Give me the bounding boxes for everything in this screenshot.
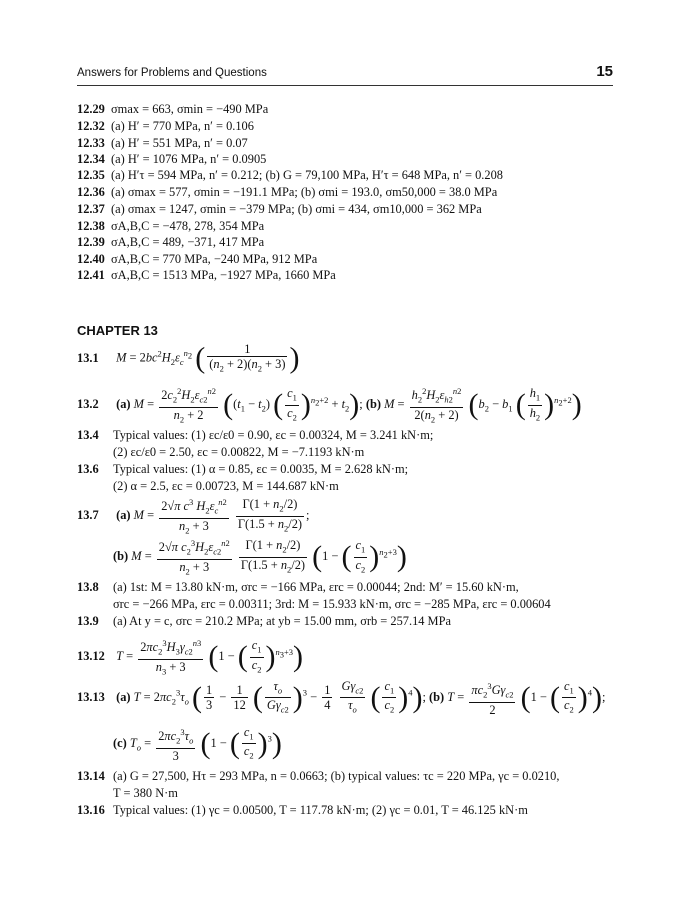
chapter-heading: CHAPTER 13: [77, 323, 158, 338]
answer-12-38: 12.38 σA,B,C = −478, 278, 354 MPa: [77, 219, 265, 233]
answer-12-39: 12.39 σA,B,C = 489, −371, 417 MPa: [77, 235, 265, 249]
answer-12-33: 12.33 (a) H′ = 551 MPa, n′ = 0.07: [77, 136, 248, 150]
answer-13-13a: 13.13 (a) $T = 2\pi c_2^3\tau_o$ ( $\frac{1}{3}$ − $\frac{1}{12}$ ( $\frac{\tau_o}{G\gamma_{c2}}$ )$^3$ − $\frac{1}{4}$ $\frac{G\gamma_{c2}}{\tau_o}$ ( $\frac{c_1}{c_2}$ )$^4$); (b) T = $\frac{\pi c_2^3G\gamma_{c2}}{2}$ (1 − ( $\frac{c_1}{c_2}$ )$^4$);: [77, 679, 606, 717]
answer-12-32: 12.32 (a) H′ = 770 MPa, n′ = 0.106: [77, 119, 254, 133]
answer-12-37: 12.37 (a) σmax = 1247, σmin = −379 MPa; (b) σmi = 434, σm10,000 = 362 MPa: [77, 202, 482, 216]
answer-12-29: 12.29 σmax = 663, σmin = −490 MPa: [77, 102, 269, 116]
answer-13-4-cont: (2) εc/ε0 = 2.50, εc = 0.00822, M = −7.1193 kN·m: [113, 445, 365, 459]
answer-12-34: 12.34 (a) H′ = 1076 MPa, n′ = 0.0905: [77, 152, 267, 166]
answer-13-16: 13.16 Typical values: (1) γc = 0.00500, T = 117.78 kN·m; (2) γc = 0.01, T = 46.125 kN·m: [77, 803, 528, 817]
answer-12-41: 12.41 σA,B,C = 1513 MPa, −1927 MPa, 1660 MPa: [77, 268, 336, 282]
answer-13-14: 13.14 (a) G = 27,500, Hτ = 293 MPa, n = 0.0663; (b) typical values: τc = 220 MPa, γc = 0.0210,: [77, 769, 560, 783]
answer-13-8-cont: σrc = −266 MPa, εrc = 0.00311; 3rd: M = 15.933 kN·m, σrc = −285 MPa, εrc = 0.00604: [113, 597, 551, 611]
running-title: Answers for Problems and Questions: [77, 67, 267, 79]
page-number: 15: [596, 63, 613, 80]
answer-13-9: 13.9 (a) At y = c, σrc = 210.2 MPa; at yb = 15.00 mm, σrb = 257.14 MPa: [77, 614, 451, 628]
answer-13-2: 13.2 (a) M = $\frac{2c_2^2H_2\varepsilon_{c2}^{n2}}{n_2 + 2}$ ($(t_1 - t_2)$ ( $\frac{c_1}{c_2}$ )$^{n_2+2} + t_2$); (b) M = $\frac{h_2^2H_2\varepsilon_{h2}^{n2}}{2(n_2 + 2)}$ ($b_2 - b_1$ ( $\frac{h_1}{h_2}$ )$^{n_2+2}$): [77, 386, 582, 425]
answer-13-7a: 13.7 (a) M = $\frac{2√\pi c^3 H_2\varepsilon_c^{n2}}{n_2 + 3}$ $\frac{\Gamma(1 + n_2/2)}{\Gamma(1.5 + n_2/2)}$ ;: [77, 497, 310, 536]
answer-13-12: 13.12 T = $\frac{2\pi c_2^3H_3\gamma_{c2}^{n3}}{n_3 + 3}$ (1 − ( $\frac{c_1}{c_2}$ )$^{n_3+3}$): [77, 638, 304, 677]
answer-13-6: 13.6 Typical values: (1) α = 0.85, εc = 0.0035, M = 2.628 kN·m;: [77, 462, 409, 476]
answer-12-36: 12.36 (a) σmax = 577, σmin = −191.1 MPa; (b) σmi = 193.0, σm50,000 = 38.0 MPa: [77, 185, 498, 199]
page-header: [77, 63, 613, 86]
answer-13-6-cont: (2) α = 2.5, εc = 0.00723, M = 144.687 kN·m: [113, 479, 339, 493]
answer-13-13c: (c) $T_o$ = $\frac{2\pi c_2^3\tau_o}{3}$ (1 − ( $\frac{c_1}{c_2}$ )$^3$): [113, 725, 282, 763]
answer-12-35: 12.35 (a) H′τ = 594 MPa, n′ = 0.212; (b) G = 79,100 MPa, H′τ = 648 MPa, n′ = 0.208: [77, 168, 503, 182]
answer-13-8: 13.8 (a) 1st: M = 13.80 kN·m, σrc = −166 MPa, εrc = 0.00044; 2nd: M′ = 15.60 kN·m,: [77, 580, 519, 594]
answer-13-14-cont: T = 380 N·m: [113, 786, 178, 800]
answer-13-7b: (b) M = $\frac{2√\pi c_2^3H_2\varepsilon_{c2}^{n2}}{n_2 + 3}$ $\frac{\Gamma(1 + n_2/2)}{\Gamma(1.5 + n_2/2)}$ (1 − ( $\frac{c_1}{c_2}$ )$^{n_2+3}$): [113, 538, 407, 577]
answer-12-40: 12.40 σA,B,C = 770 MPa, −240 MPa, 912 MPa: [77, 252, 318, 266]
answer-13-1: 13.1 $M = 2bc^2H_2\varepsilon_c^{n_2}$ ( $\frac{1}{(n_2 + 2)(n_2 + 3)}$ ): [77, 341, 300, 375]
answer-13-4: 13.4 Typical values: (1) εc/ε0 = 0.90, εc = 0.00324, M = 3.241 kN·m;: [77, 428, 434, 442]
